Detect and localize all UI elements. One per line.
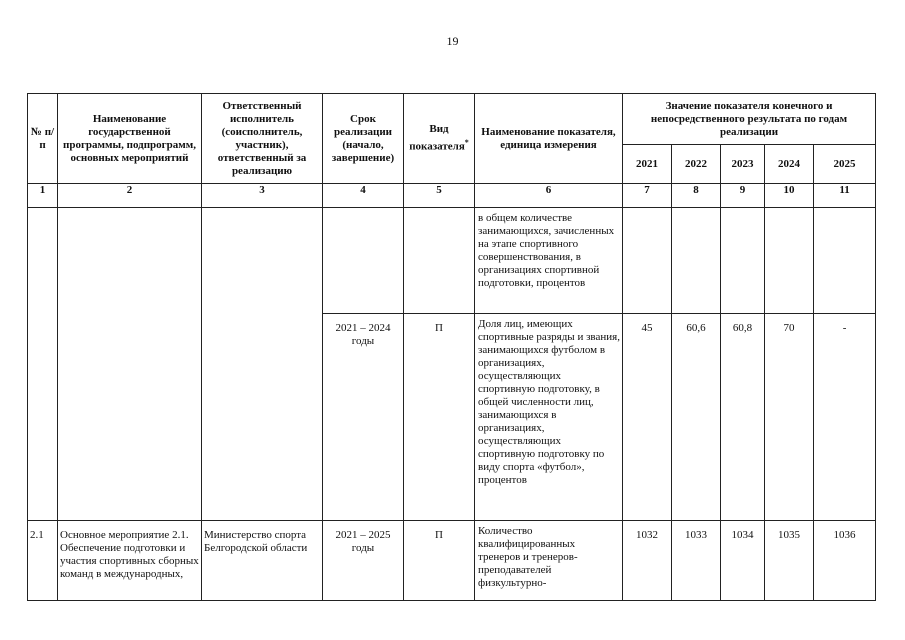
column-number: 4 (323, 184, 404, 208)
row-value: 45 (623, 314, 672, 521)
row-value: 60,8 (721, 314, 765, 521)
row-period: 2021 – 2024 годы (323, 314, 404, 521)
table-row (28, 521, 876, 601)
row-indicator-name: Доля лиц, имеющих спортивные разряды и звания, занимающихся футболом в организациях, осуществляющих спортивную подготовку, в общей численности лиц, занимающихся в организациях, осуществляющих спортивную подготовку по виду спорта «футбол», процентов (475, 314, 623, 521)
header-year: 2023 (721, 145, 765, 184)
row-value (814, 208, 876, 314)
header-year: 2024 (765, 145, 814, 184)
column-numbers-row (28, 184, 876, 208)
row-value: 1034 (721, 521, 765, 601)
row-value: 70 (765, 314, 814, 521)
row-value: 1032 (623, 521, 672, 601)
column-number: 8 (672, 184, 721, 208)
row-executor (202, 208, 323, 521)
row-number (28, 208, 58, 521)
header-indicator-kind: Вид показателя* (404, 94, 475, 184)
header-indicator-name: Наименование показателя, единица измерения (475, 94, 623, 184)
row-value: 1036 (814, 521, 876, 601)
row-period (323, 208, 404, 314)
row-executor: Министерство спорта Белгородской области (202, 521, 323, 601)
header-executor: Ответственный исполнитель (соисполнитель, участник), ответственный за реализацию (202, 94, 323, 184)
header-number: № п/п (28, 94, 58, 184)
column-number: 11 (814, 184, 876, 208)
row-value (721, 208, 765, 314)
header-program-name: Наименование государственной программы, подпрограмм, основных мероприятий (58, 94, 202, 184)
column-number: 3 (202, 184, 323, 208)
column-number: 9 (721, 184, 765, 208)
column-number: 10 (765, 184, 814, 208)
row-value (672, 208, 721, 314)
row-value: - (814, 314, 876, 521)
table-row (28, 208, 876, 314)
row-value: 1033 (672, 521, 721, 601)
header-year: 2025 (814, 145, 876, 184)
row-period: 2021 – 2025 годы (323, 521, 404, 601)
row-indicator-kind (404, 208, 475, 314)
column-number: 2 (58, 184, 202, 208)
row-value (623, 208, 672, 314)
program-indicators-table (27, 93, 876, 601)
row-indicator-name: в общем количестве занимающихся, зачисленных на этапе спортивного совершенствования, в организациях спортивной подготовки, процентов (475, 208, 623, 314)
column-number: 6 (475, 184, 623, 208)
row-program-name: Основное мероприятие 2.1. Обеспечение подготовки и участия спортивных сборных команд в международных, (58, 521, 202, 601)
header-year: 2022 (672, 145, 721, 184)
column-number: 1 (28, 184, 58, 208)
row-indicator-kind: П (404, 314, 475, 521)
row-indicator-kind: П (404, 521, 475, 601)
header-values-group: Значение показателя конечного и непосредственного результата по годам реализации (623, 94, 876, 145)
header-period: Срок реализации (начало, завершение) (323, 94, 404, 184)
page-number: 19 (446, 34, 459, 48)
row-number: 2.1 (28, 521, 58, 601)
header-year: 2021 (623, 145, 672, 184)
row-indicator-name: Количество квалифицированных тренеров и тренеров-преподавателей физкультурно- (475, 521, 623, 601)
row-program-name (58, 208, 202, 521)
row-value: 60,6 (672, 314, 721, 521)
column-number: 5 (404, 184, 475, 208)
column-number: 7 (623, 184, 672, 208)
row-value: 1035 (765, 521, 814, 601)
row-value (765, 208, 814, 314)
